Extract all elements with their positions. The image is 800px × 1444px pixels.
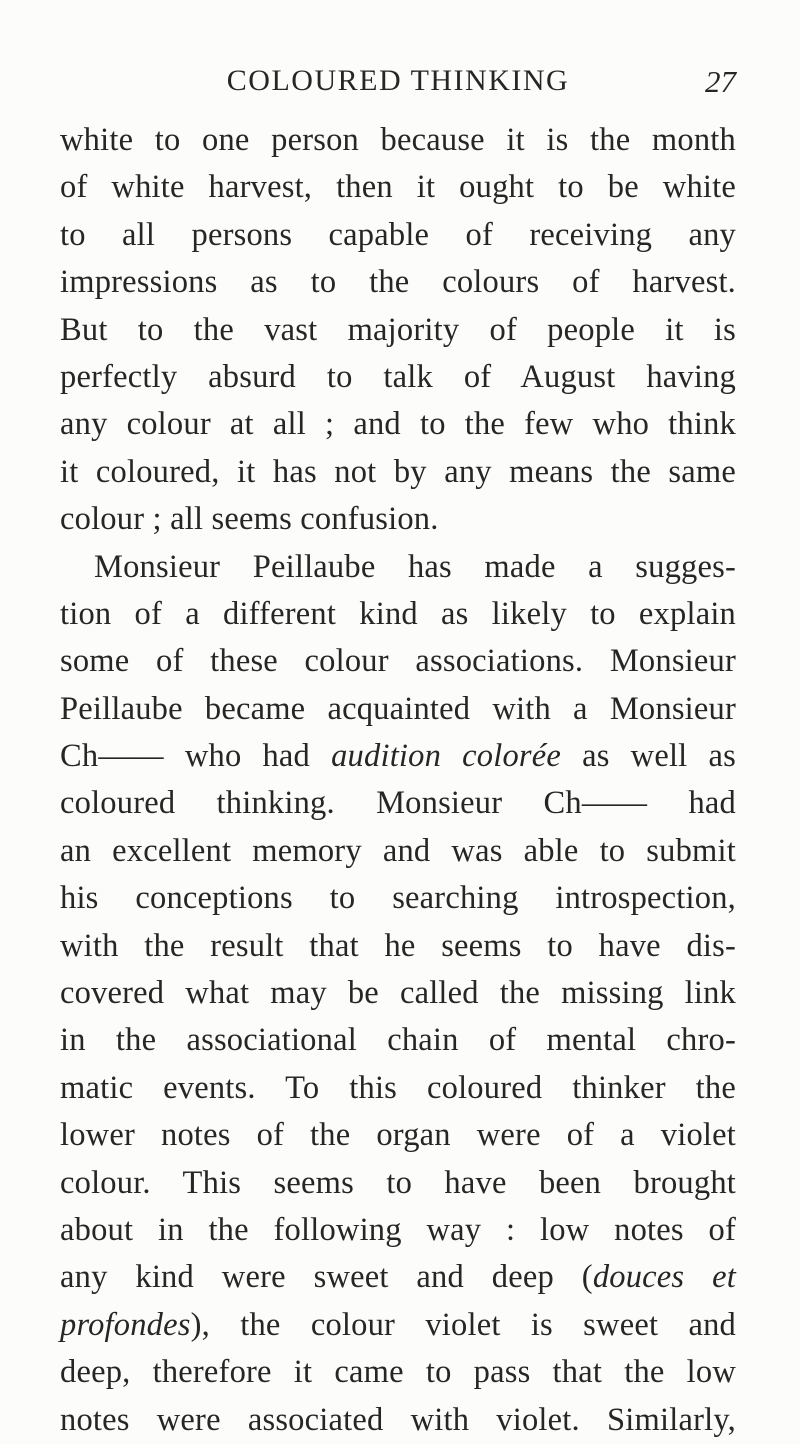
text-line — [60, 1349, 736, 1396]
text-line — [60, 1207, 736, 1254]
text-segment: to all persons capable of receiving any — [60, 216, 736, 253]
text-segment: in the associational chain of mental chro- — [60, 1022, 736, 1059]
italic-phrase: audition colorée — [331, 738, 561, 775]
paragraph-end-line — [60, 496, 736, 543]
text-segment: ), the colour violet is sweet and — [190, 1306, 736, 1343]
text-segment: tion of a different kind as likely to explain — [60, 595, 736, 632]
text-line — [60, 733, 736, 780]
text-segment: perfectly absurd to talk of August having — [60, 358, 736, 395]
text-segment: impressions as to the colours of harvest. — [60, 264, 736, 301]
text-segment: it coloured, it has not by any means the same — [60, 453, 736, 490]
text-segment: white to one person because it is the month — [60, 122, 736, 158]
text-line — [60, 1302, 736, 1349]
text-line — [60, 1397, 736, 1444]
text-line — [60, 259, 736, 306]
text-line — [60, 354, 736, 401]
text-line — [60, 307, 736, 354]
text-line — [60, 638, 736, 685]
text-segment: But to the vast majority of people it is — [60, 311, 736, 348]
text-line — [60, 212, 736, 259]
italic-phrase: profondes — [60, 1306, 191, 1343]
text-segment: any colour at all ; and to the few who think — [60, 406, 736, 443]
text-line — [60, 117, 736, 164]
text-line — [60, 1112, 736, 1159]
body-text — [60, 117, 736, 1444]
text-line — [60, 1065, 736, 1112]
text-segment: coloured thinking. Monsieur Ch—— had — [60, 785, 736, 822]
text-line — [60, 923, 736, 970]
text-line — [60, 828, 736, 875]
text-line — [60, 780, 736, 827]
text-line — [60, 970, 736, 1017]
text-line — [60, 591, 736, 638]
text-segment: matic events. To this coloured thinker the — [60, 1069, 736, 1106]
text-line — [60, 1017, 736, 1064]
text-line — [60, 401, 736, 448]
text-segment: Ch—— who had — [60, 738, 332, 775]
text-segment: Peillaube became acquainted with a Monsieur — [60, 690, 736, 727]
text-segment: deep, therefore it came to pass that the low — [60, 1354, 736, 1391]
text-segment: any kind were sweet and deep ( — [60, 1259, 593, 1296]
text-segment: of white harvest, then it ought to be white — [60, 169, 736, 206]
text-segment: covered what may be called the missing link — [60, 975, 736, 1012]
text-segment: about in the following way : low notes of — [60, 1211, 736, 1248]
text-segment: colour. This seems to have been brought — [60, 1164, 736, 1201]
text-line — [60, 686, 736, 733]
text-line — [60, 875, 736, 922]
text-segment: some of these colour associations. Monsieur — [60, 643, 736, 680]
text-segment: colour ; all seems confusion. — [60, 501, 439, 538]
text-line — [60, 449, 736, 496]
text-line — [60, 1254, 736, 1301]
paragraph-start-line — [60, 544, 736, 591]
text-segment: his conceptions to searching introspection, — [60, 880, 736, 917]
running-title: COLOURED THINKING — [226, 64, 570, 97]
text-segment: Monsieur Peillaube has made a sugges- — [94, 548, 736, 585]
text-segment: an excellent memory and was able to submit — [60, 832, 736, 869]
text-line — [60, 164, 736, 211]
running-head — [60, 64, 736, 104]
text-segment: with the result that he seems to have dis- — [60, 927, 736, 964]
text-segment: as well as — [561, 738, 736, 775]
text-segment: lower notes of the organ were of a violet — [60, 1117, 736, 1154]
page-number: 27 — [705, 64, 736, 99]
text-line — [60, 1160, 736, 1207]
text-segment: notes were associated with violet. Similarly, — [60, 1401, 736, 1438]
italic-phrase: douces et — [592, 1259, 736, 1296]
